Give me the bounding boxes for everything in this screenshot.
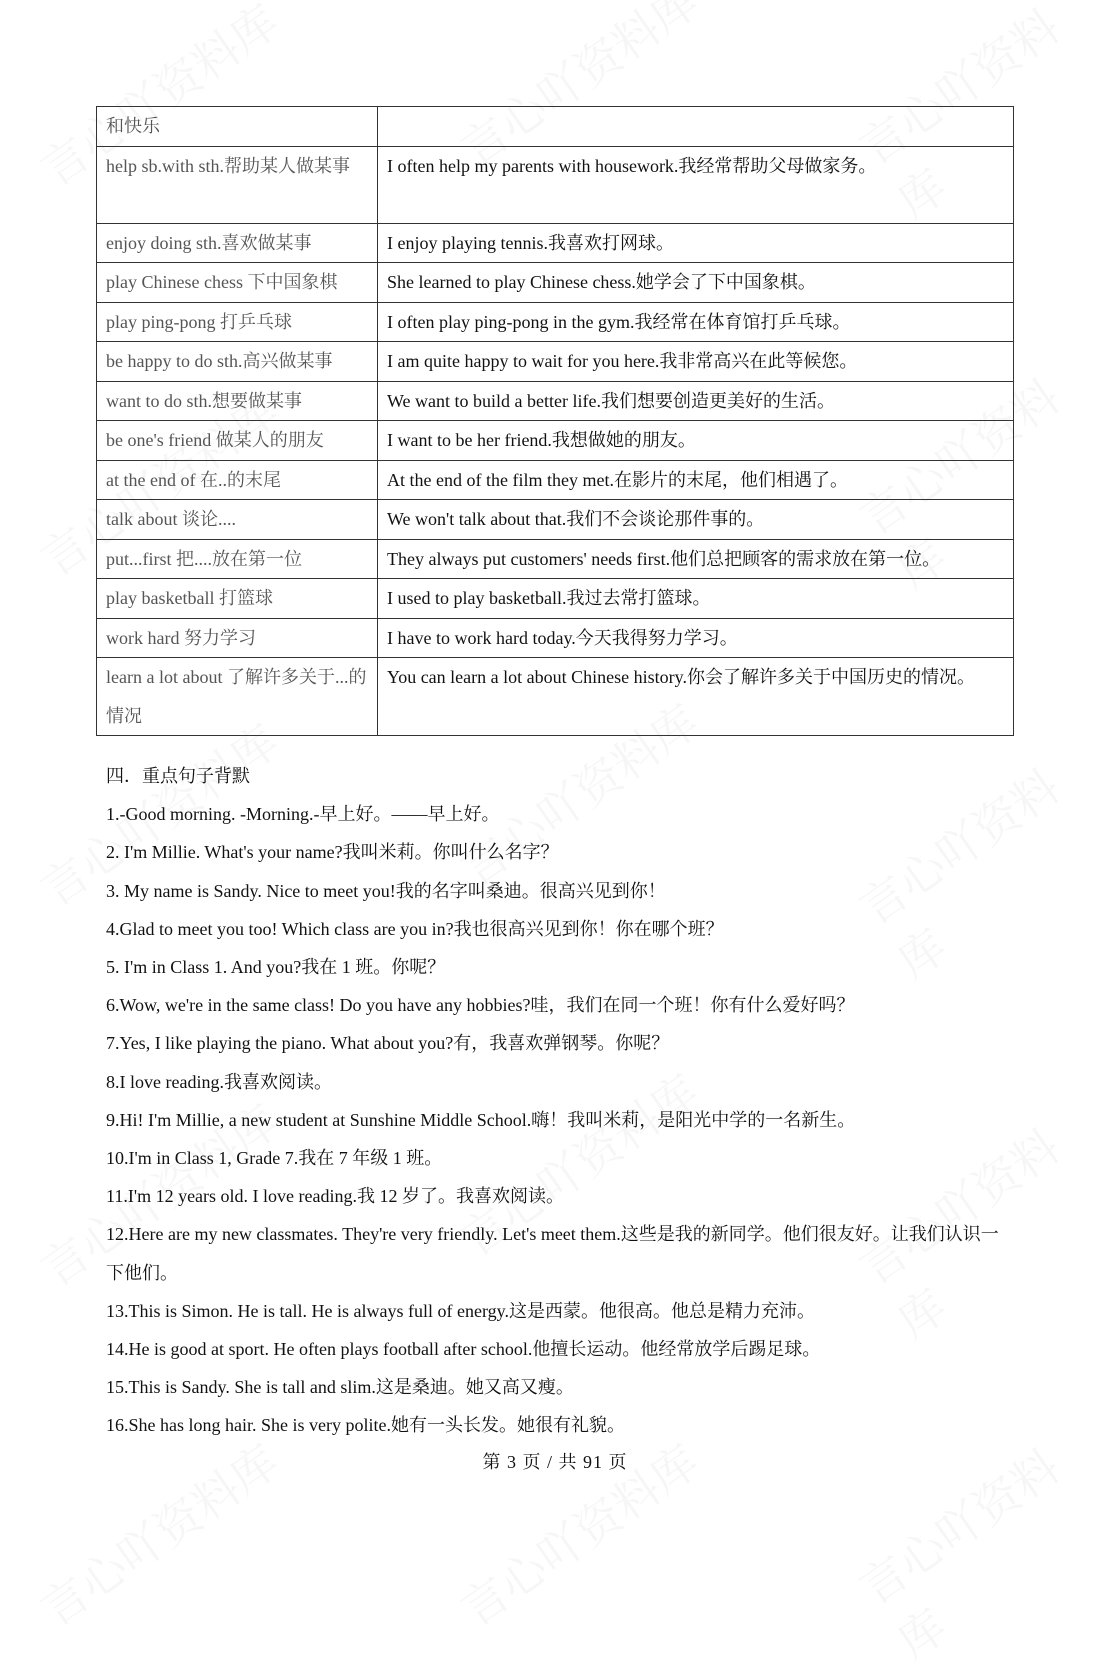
example-cell: I enjoy playing tennis.我喜欢打网球。 (378, 223, 1014, 263)
table-row (97, 421, 1014, 461)
sentence-item: 2. I'm Millie. What's your name?我叫米莉。你叫什么名字？ (106, 842, 559, 863)
phrase-cell: put...first 把....放在第一位 (97, 539, 378, 579)
table-row (97, 342, 1014, 382)
table-row (97, 460, 1014, 500)
table-row (97, 500, 1014, 540)
key-sentences-section (106, 757, 1006, 1445)
sentence-item: 16.She has long hair. She is very polite.她有一头长发。她很有礼貌。 (106, 1415, 625, 1436)
phrase-cell: play basketball 打篮球 (97, 579, 378, 619)
sentence-item: 11.I'm 12 years old. I love reading.我 12 岁了。我喜欢阅读。 (106, 1186, 565, 1207)
example-cell: They always put customers' needs first.他们总把顾客的需求放在第一位。 (378, 539, 1014, 579)
phrase-cell: talk about 谈论.... (97, 500, 378, 540)
example-cell: I often play ping-pong in the gym.我经常在体育馆打乒乓球。 (378, 302, 1014, 342)
table-row (97, 146, 1014, 223)
table-row (97, 302, 1014, 342)
phrase-cell: learn a lot about 了解许多关于...的情况 (97, 658, 378, 736)
phrase-cell: be happy to do sth.高兴做某事 (97, 342, 378, 382)
example-cell: You can learn a lot about Chinese history.你会了解许多关于中国历史的情况。 (378, 658, 1014, 736)
table-row (97, 618, 1014, 658)
phrase-table (96, 106, 1014, 736)
table-row (97, 223, 1014, 263)
table-row (97, 107, 1014, 147)
phrase-cell: 和快乐 (97, 107, 378, 147)
table-row (97, 658, 1014, 736)
sentence-item: 3. My name is Sandy. Nice to meet you!我的名字叫桑迪。很高兴见到你！ (106, 880, 666, 901)
sentence-item: 15.This is Sandy. She is tall and slim.这是桑迪。她又高又瘦。 (106, 1377, 574, 1398)
sentence-item: 5. I'm in Class 1. And you?我在 1 班。你呢？ (106, 957, 446, 978)
sentence-item: 1.-Good morning. -Morning.-早上好。——早上好。 (106, 804, 500, 825)
sentence-item: 10.I'm in Class 1, Grade 7.我在 7 年级 1 班。 (106, 1148, 443, 1169)
phrase-cell: be one's friend 做某人的朋友 (97, 421, 378, 461)
sentence-item: 13.This is Simon. He is tall. He is always full of energy.这是西蒙。他很高。他总是精力充沛。 (106, 1300, 815, 1321)
example-cell: I have to work hard today.今天我得努力学习。 (378, 618, 1014, 658)
example-cell: I am quite happy to wait for you here.我非常高兴在此等候您。 (378, 342, 1014, 382)
sentence-item: 7.Yes, I like playing the piano. What about you?有，我喜欢弹钢琴。你呢？ (106, 1033, 670, 1054)
sentence-item: 6.Wow, we're in the same class! Do you have any hobbies?哇，我们在同一个班！你有什么爱好吗？ (106, 995, 855, 1016)
example-cell: I used to play basketball.我过去常打篮球。 (378, 579, 1014, 619)
phrase-cell: enjoy doing sth.喜欢做某事 (97, 223, 378, 263)
example-cell (378, 107, 1014, 147)
example-cell: She learned to play Chinese chess.她学会了下中国象棋。 (378, 263, 1014, 303)
sentence-item: 12.Here are my new classmates. They're very friendly. Let's meet them.这些是我的新同学。他们很友好。让我们认识一下他们。 (106, 1224, 999, 1283)
phrase-cell: at the end of 在..的末尾 (97, 460, 378, 500)
phrase-cell: help sb.with sth.帮助某人做某事 (97, 146, 378, 223)
phrase-cell: play Chinese chess 下中国象棋 (97, 263, 378, 303)
example-cell: We want to build a better life.我们想要创造更美好的生活。 (378, 381, 1014, 421)
table-row (97, 579, 1014, 619)
table-row (97, 381, 1014, 421)
example-cell: I often help my parents with housework.我经常帮助父母做家务。 (378, 146, 1014, 223)
phrase-cell: work hard 努力学习 (97, 618, 378, 658)
example-cell: At the end of the film they met.在影片的末尾，他们相遇了。 (378, 460, 1014, 500)
example-cell: I want to be her friend.我想做她的朋友。 (378, 421, 1014, 461)
phrase-cell: play ping-pong 打乒乓球 (97, 302, 378, 342)
phrase-cell: want to do sth.想要做某事 (97, 381, 378, 421)
table-row (97, 539, 1014, 579)
sentence-item: 4.Glad to meet you too! Which class are you in?我也很高兴见到你！你在哪个班？ (106, 918, 724, 939)
page-footer: 第 3 页 / 共 91 页 (482, 1452, 628, 1472)
sentence-item: 8.I love reading.我喜欢阅读。 (106, 1071, 332, 1092)
sentence-item: 14.He is good at sport. He often plays football after school.他擅长运动。他经常放学后踢足球。 (106, 1339, 821, 1360)
section-title: 四．重点句子背默 (106, 766, 250, 786)
table-row (97, 263, 1014, 303)
sentence-item: 9.Hi! I'm Millie, a new student at Sunshine Middle School.嗨！我叫米莉，是阳光中学的一名新生。 (106, 1109, 856, 1130)
example-cell: We won't talk about that.我们不会谈论那件事的。 (378, 500, 1014, 540)
